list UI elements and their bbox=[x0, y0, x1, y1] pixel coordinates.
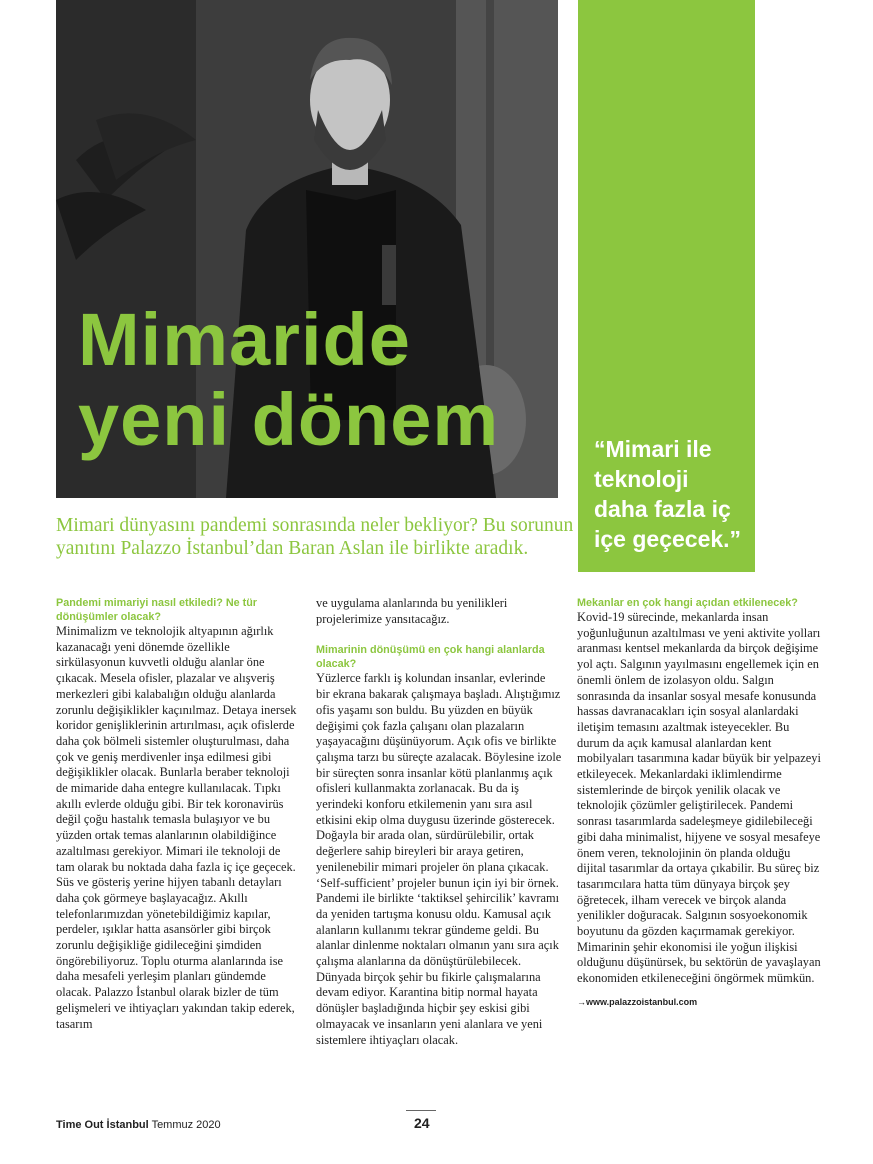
headline bbox=[78, 300, 499, 460]
footer-brand: Time Out İstanbul bbox=[56, 1119, 149, 1131]
page-number: 24 bbox=[414, 1115, 430, 1131]
answer-text: Minimalizm ve teknolojik altyapının ağırlık kazanacağı yeni dönemde özellikle sirkülasyonun kuvvetli olduğu alanlar öne çıkacak. Mesela ofisler, plazalar ve alışveriş merkezleri gibi kalabalığın olduğu alanlarda zorunlu değişiklikler kaçınılmaz. Detaya inersek koridor genişliklerinin artırılması, açık ofislerde daha çok bölmeli sistemler oluşturulması, daha çok ve geniş merdivenler inşa edilmesi gibi değişiklikler olacak. Bunlarla beraber teknoloji de mimaride daha entegre kullanılacak. Tıpkı akıllı evlerde olduğu gibi. Bir tek koronavirüs değil çoğu hastalık temasla bulaşıyor ve bu yüzden ortak temas alanlarının olabildiğince azaltılması gerekiyor. Mimari ile teknoloji de tam olarak bu noktada daha fazla iç içe geçecek. Süs ve gösteriş yerine hijyen tabanlı detayları daha çok görmeye başlayacağız. Akıllı telefonlarımızdan yönetebildiğimiz kapılar, perdeler, ışıklar hatta asansörler gibi birçok zorunlu değişikliğe gidileceğini şimdiden öngörebiliyoruz. Toplu oturma alanlarında ise daha mesafeli yerleşim planları gündemde olacak. Palazzo İstanbul olarak bizler de tüm gelişmeleri ve ihtiyaçları yakından takip ederek, tasarım bbox=[56, 624, 297, 1031]
lede: Mimari dünyasını pandemi sonrasında neler bekliyor? Bu sorunun yanıtını Palazzo İstanbul’dan Baran Aslan ile birlikte aradık. bbox=[56, 515, 574, 559]
question-heading: Mimarinin dönüşümü en çok hangi alanlarda olacak? bbox=[316, 644, 545, 671]
footer-issue: Temmuz 2020 bbox=[151, 1119, 221, 1131]
column-1 bbox=[56, 596, 298, 1032]
footer-publication bbox=[56, 1119, 221, 1131]
answer-text: Kovid-19 sürecinde, mekanlarda insan yoğunluğunun azaltılması ve yeni aktivite yolları aranması kentsel mekanlarda da birçok değişime yol açtı. Salgının yayılmasını engellemek için en önemli önlem de izolasyon oldu. Salgın sonrasında da insanlar sosyal mesafe konusunda hassas davranacakları için sosyal alanlardaki iletişim temasını azaltmak isteyecekler. Bu durum da açık kamusal alanlardan kent mobilyaları tasarımına kadar büyük bir yelpazeyi etkileyecek. Mekanlardaki iklimlendirme sistemlerinde de birçok yenilik olacak ve teknolojik çözümler geliştirilecek. Pandemi sonrası tasarımlarda sadeleşmeye gidilebileceği gibi daha minimalist, hijyene ve sosyal mesafeye önem veren, teknolojinin ön planda olduğu dijital tasarımlar da ortaya çıkabilir. Bu süreç biz tasarımcılara hatta tüm dünyaya birçok şey öğretecek, ilham verecek ve birçok alanda yenilikler doğuracak. Salgının sosyoekonomik boyutunu da gözden kaçırmamak gerekiyor. Mimarinin şehir ekonomisi ile yoğun ilişkisi olduğunu düşünürsek, bu sektörün de yavaşlayan ekonomiden etkileneceğini öngörmek mümkün. bbox=[577, 610, 821, 986]
pull-quote: “Mimari ile teknoloji daha fazla iç içe geçecek.” bbox=[594, 436, 742, 552]
answer-text-continued: ve uygulama alanlarında bu yenilikleri projelerimize yansıtacağız. bbox=[316, 596, 508, 626]
answer-text: Yüzlerce farklı iş kolundan insanlar, evlerinde bir ekrana bakarak çalışmaya başladı. Alıştığımız ofis yaşamı son buldu. Bu yüzden en büyük değişimi çok fazla çalışanı olan plazaların yaşayacağını düşünüyorum. Açık ofis ve birlikte çalışma tarzı bu süreçte azalacak. Böylesine izole bir süreçten sonra insanlar kötü planlanmış açık ofisleri kullanmakta zorlanacak. Bu da iş yerindeki konforu etkilemenin yanı sıra asıl etkisini ekip olma duygusu üzerinde gösterecek. Doğayla bir arada olan, sürdürülebilir, ortak değerlere sahip bireyleri bir araya getiren, yenilenebilir mimari projeler ön plana çıkacak. ‘Self-sufficient’ projeler bunun için iyi bir örnek. Pandemi ile birlikte ‘taktiksel şehircilik’ kavramı da yeniden tartışma konusu oldu. Kamusal açık alanların kullanımı tekrar gündeme geldi. Bu alanlar dinlenme noktaları olmanın yanı sıra açık çalışma alanlarına da dönüştürülebilecek. Dünyada birçok şehir bu fikirle çalışmalarına devam ediyor. Karantina bitip normal hayata dönüşler başladığında hiçbir şey eskisi gibi olmayacak ve insanların yeni alanlara ve yeni sistemlere ihtiyaçları olacak. bbox=[316, 671, 562, 1047]
page-number-rule bbox=[406, 1110, 436, 1111]
question-heading: Pandemi mimariyi nasıl etkiledi? Ne tür dönüşümler olacak? bbox=[56, 597, 258, 623]
website-link[interactable]: →www.palazzoistanbul.com bbox=[577, 996, 698, 1007]
question-heading: Mekanlar en çok hangi açıdan etkilenecek? bbox=[577, 597, 798, 609]
column-3 bbox=[577, 596, 821, 1011]
headline-line-2: yeni dönem bbox=[78, 378, 500, 461]
headline-line-1: Mimaride bbox=[78, 298, 411, 381]
pull-quote-box bbox=[578, 0, 755, 572]
column-2 bbox=[316, 596, 562, 1048]
